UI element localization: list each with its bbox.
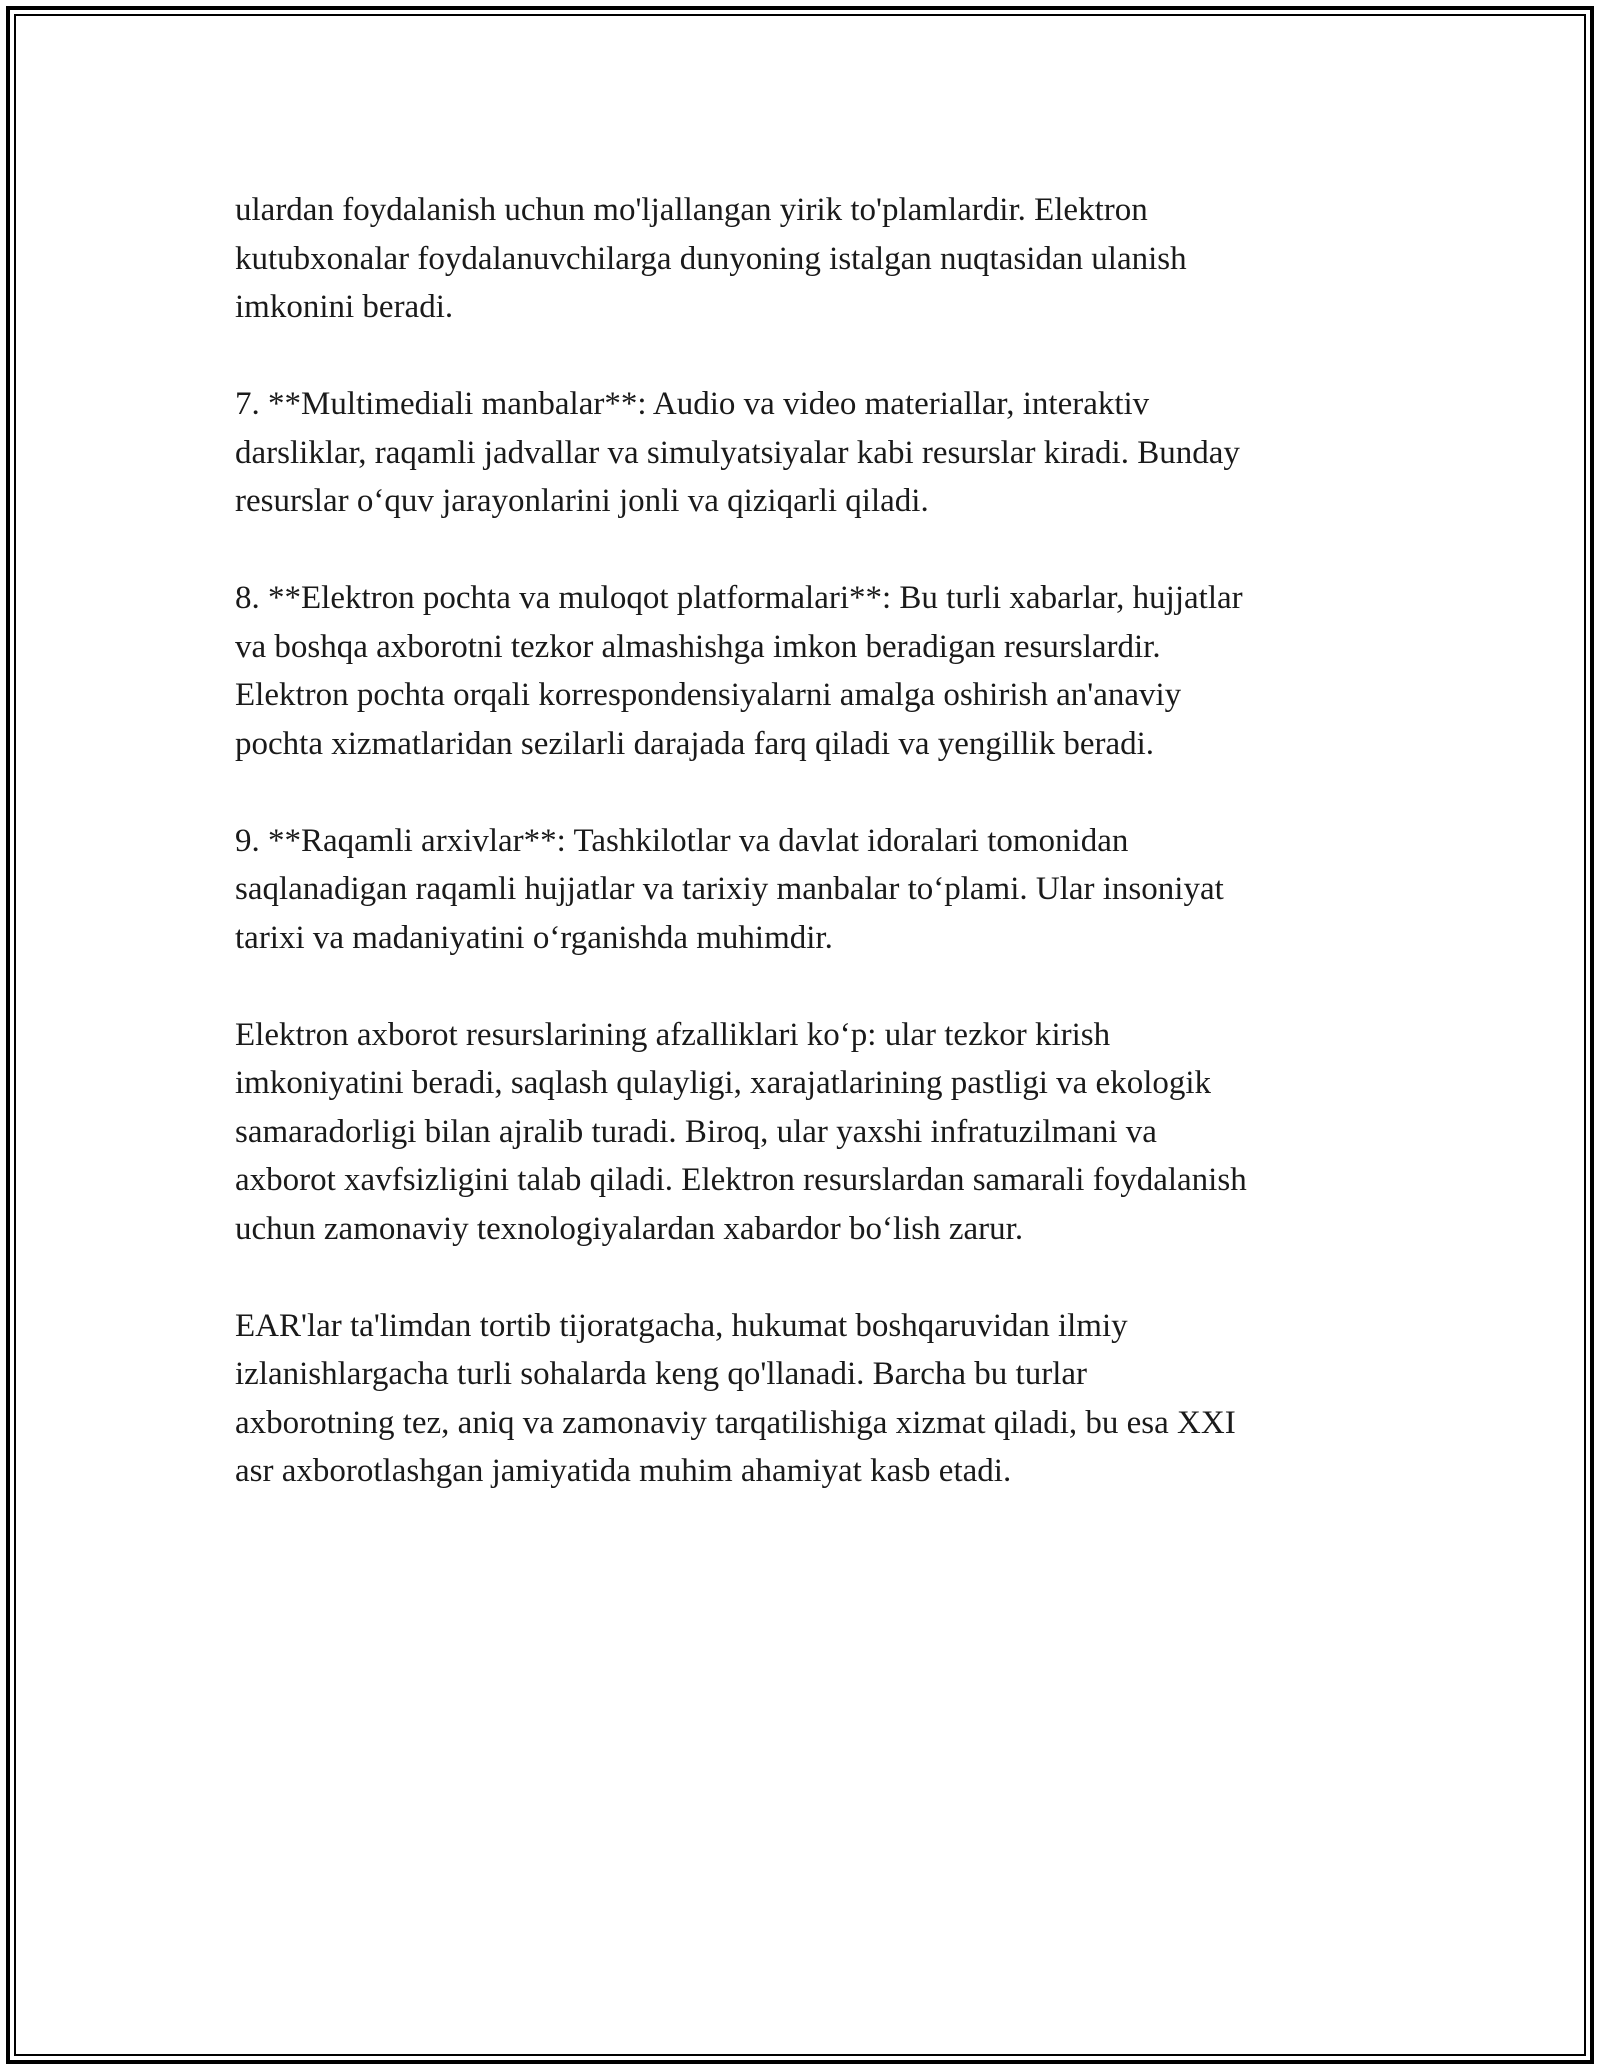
document-body <box>235 186 1370 1544</box>
text-line: saqlanadigan raqamli hujjatlar va tarixiy manbalar to‘plami. Ular insoniyat <box>235 871 1224 907</box>
paragraph-electronic-libraries-continued <box>235 186 1370 332</box>
text-line: samaradorligi bilan ajralib turadi. Biroq, ular yaxshi infratuzilmani va <box>235 1113 1157 1150</box>
text-line: resurslar o‘quv jarayonlarini jonli va qiziqarli qiladi. <box>235 483 929 519</box>
paragraph-ear-applications <box>235 1302 1370 1496</box>
text-line: EAR'lar ta'limdan tortib tijoratgacha, hukumat boshqaruvidan ilmiy <box>235 1307 1128 1344</box>
text-line: pochta xizmatlaridan sezilarli darajada farq qiladi va yengillik beradi. <box>235 725 1155 762</box>
text-line: 8. **Elektron pochta va muloqot platformalari**: Bu turli xabarlar, hujjatlar <box>235 580 1243 616</box>
text-line: imkonini beradi. <box>235 289 454 325</box>
text-line: asr axborotlashgan jamiyatida muhim ahamiyat kasb etadi. <box>235 1453 1012 1489</box>
text-line: Elektron axborot resurslarining afzalliklari ko‘p: ular tezkor kirish <box>235 1016 1111 1053</box>
text-line: ulardan foydalanish uchun mo'ljallangan yirik to'plamlardir. Elektron <box>235 192 1148 228</box>
text-line: uchun zamonaviy texnologiyalardan xabardor bo‘lish zarur. <box>235 1210 1024 1247</box>
paragraph-advantages <box>235 1011 1370 1254</box>
text-line: imkoniyatini beradi, saqlash qulayligi, xarajatlarining pastligi va ekologik <box>235 1065 1212 1101</box>
paragraph-item-7-multimedia <box>235 380 1370 526</box>
text-line: tarixi va madaniyatini o‘rganishda muhimdir. <box>235 919 833 956</box>
text-line: kutubxonalar foydalanuvchilarga dunyoning istalgan nuqtasidan ulanish <box>235 240 1187 277</box>
text-line: izlanishlargacha turli sohalarda keng qo'llanadi. Barcha bu turlar <box>235 1356 1088 1392</box>
text-line: axborotning tez, aniq va zamonaviy tarqatilishiga xizmat qiladi, bu esa XXI <box>235 1404 1236 1441</box>
text-line: 7. **Multimediali manbalar**: Audio va video materiallar, interaktiv <box>235 386 1150 422</box>
paragraph-item-8-email-platforms <box>235 574 1370 768</box>
paragraph-item-9-digital-archives <box>235 817 1370 963</box>
text-line: 9. **Raqamli arxivlar**: Tashkilotlar va davlat idoralari tomonidan <box>235 822 1129 859</box>
text-line: va boshqa axborotni tezkor almashishga imkon beradigan resurslardir. <box>235 628 1161 665</box>
text-line: darsliklar, raqamli jadvallar va simulyatsiyalar kabi resurslar kiradi. Bunday <box>235 434 1240 471</box>
text-line: Elektron pochta orqali korrespondensiyalarni amalga oshirish an'anaviy <box>235 677 1182 713</box>
text-line: axborot xavfsizligini talab qiladi. Elektron resurslardan samarali foydalanish <box>235 1162 1247 1198</box>
